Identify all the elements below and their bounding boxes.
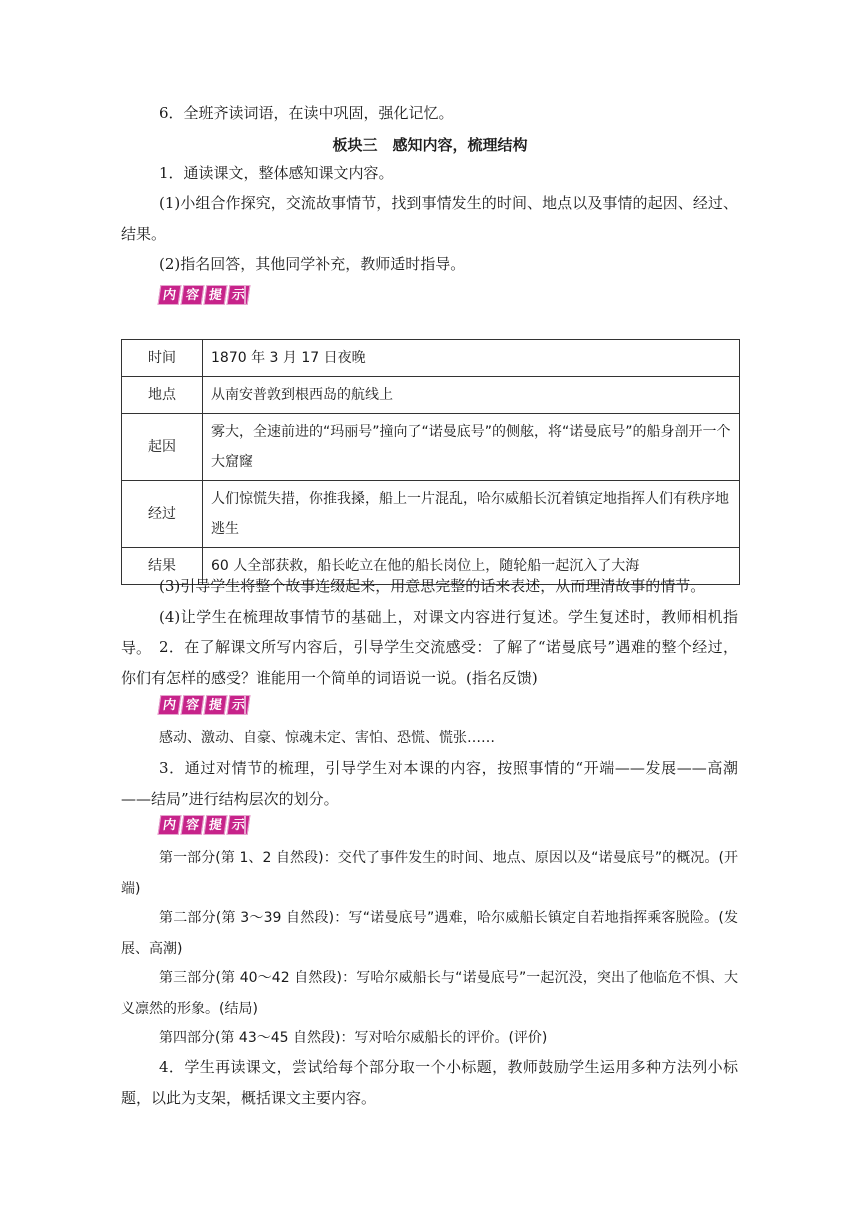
table-value: 从南安普敦到根西岛的航线上	[203, 377, 740, 414]
step-1-sub-1: (1)小组合作探究，交流故事情节，找到事情发生的时间、地点以及事情的起因、经过、结果。	[121, 194, 738, 243]
part-1: 第一部分(第 1、2 自然段)：交代了事件发生的时间、地点、原因以及“诺曼底号”的概况。(开端)	[121, 850, 738, 897]
content-hint-tag: 内 容 提 示	[158, 695, 251, 715]
step-1: 1．通读课文，整体感知课文内容。	[159, 164, 394, 182]
table-value: 1870 年 3 月 17 日夜晚	[203, 340, 740, 377]
table-row	[122, 481, 740, 548]
content-hint-tag: 内 容 提 示	[158, 285, 251, 305]
story-table	[121, 339, 740, 585]
table-row	[122, 377, 740, 414]
tag-divider	[244, 285, 258, 305]
table-key: 地点	[122, 377, 203, 414]
part-2: 第二部分(第 3～39 自然段)：写“诺曼底号”遇难，哈尔威船长镇定自若地指挥乘客脱险。(发展、高潮)	[121, 910, 738, 957]
table-key: 结果	[122, 548, 203, 585]
tag-divider	[244, 815, 258, 835]
table-key: 经过	[122, 481, 203, 548]
section-heading: 板块三 感知内容，梳理结构	[332, 136, 528, 154]
table-value: 雾大，全速前进的“玛丽号”撞向了“诺曼底号”的侧舷，将“诺曼底号”的船身剖开一个大窟窿	[203, 414, 740, 481]
content-hint-tag: 内 容 提 示	[158, 815, 251, 835]
part-3: 第三部分(第 40～42 自然段)：写哈尔威船长与“诺曼底号”一起沉没，突出了他临危不惧、大义凛然的形象。(结局)	[121, 970, 738, 1017]
step-6: 6．全班齐读词语，在读中巩固，强化记忆。	[159, 104, 454, 122]
table-row	[122, 414, 740, 481]
step-1-sub-3: (3)引导学生将整个故事连缀起来，用意思完整的话来表述，从而理清故事的情节。	[159, 577, 706, 595]
step-4: 4．学生再读课文，尝试给每个部分取一个小标题，教师鼓励学生运用多种方法列小标题，以此为支架，概括课文主要内容。	[121, 1058, 738, 1107]
part-4: 第四部分(第 43～45 自然段)：写对哈尔威船长的评价。(评价)	[159, 1030, 548, 1046]
tag-divider	[244, 695, 258, 715]
table-key: 起因	[122, 414, 203, 481]
step-3: 3．通过对情节的梳理，引导学生对本课的内容，按照事情的“开端——发展——高潮——结局”进行结构层次的划分。	[121, 759, 738, 808]
step-1-sub-2: (2)指名回答，其他同学补充，教师适时指导。	[159, 255, 466, 273]
table-value: 60 人全部获救，船长屹立在他的船长岗位上，随轮船一起沉入了大海	[203, 548, 740, 585]
table-value: 人们惊慌失措，你推我搡，船上一片混乱，哈尔威船长沉着镇定地指挥人们有秩序地逃生	[203, 481, 740, 548]
step-1-sub-4: (4)让学生在梳理故事情节的基础上，对课文内容进行复述。学生复述时，教师相机指导。	[121, 608, 738, 657]
step-2: 2．在了解课文所写内容后，引导学生交流感受：了解了“诺曼底号”遇难的整个经过，你们有怎样的感受？谁能用一个简单的词语说一说。(指名反馈)	[121, 638, 738, 687]
table-row	[122, 340, 740, 377]
feelings-hint: 感动、激动、自豪、惊魂未定、害怕、恐慌、慌张……	[159, 730, 495, 746]
table-key: 时间	[122, 340, 203, 377]
